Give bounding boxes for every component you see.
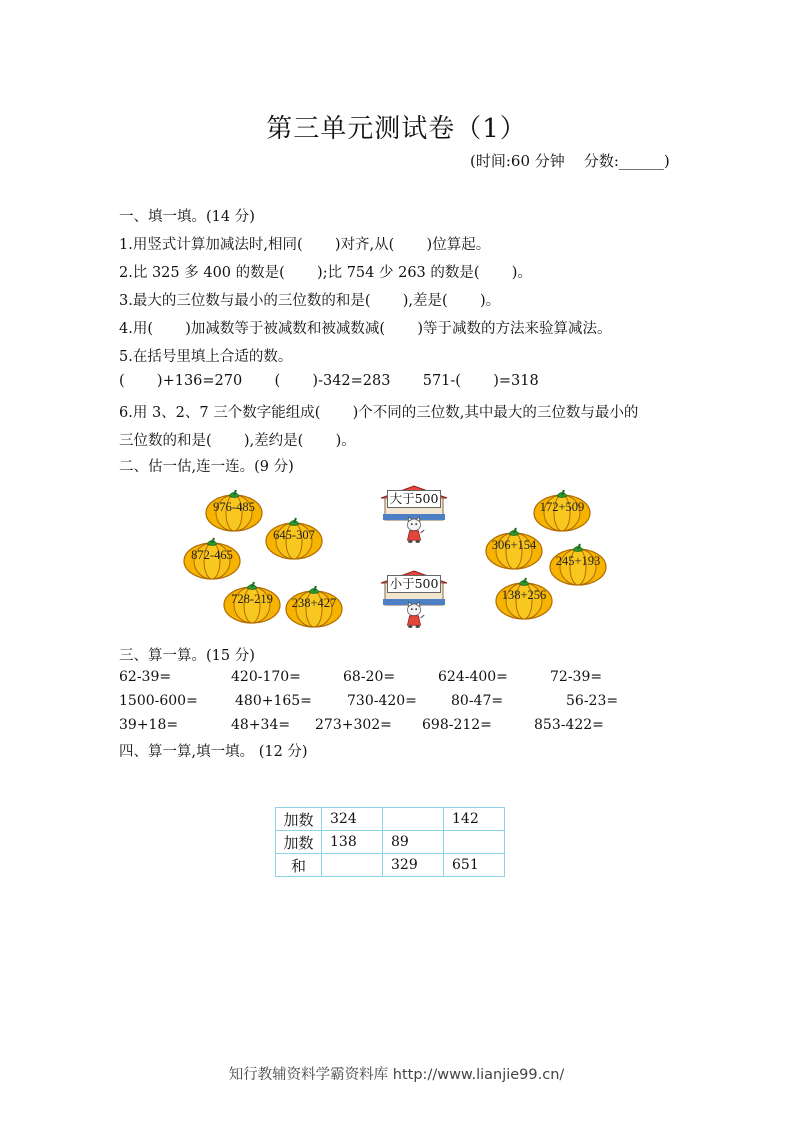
pumpkin-label: 872-465 bbox=[191, 548, 233, 562]
calc-problem: 62-39= bbox=[119, 669, 172, 685]
pumpkin-label: 645-307 bbox=[273, 528, 315, 542]
calc-problem: 420-170= bbox=[231, 669, 301, 685]
question-line: 5.在括号里填上合适的数。 bbox=[119, 349, 293, 365]
pumpkin-label: 976-485 bbox=[213, 500, 255, 514]
section2-heading: 二、估一估,连一连。(9 分) bbox=[119, 459, 294, 475]
pumpkin-icon bbox=[265, 516, 323, 560]
table-cell: 89 bbox=[383, 831, 444, 854]
pumpkin-icon bbox=[223, 580, 281, 624]
table-row bbox=[276, 831, 505, 854]
calc-problem: 72-39= bbox=[550, 669, 603, 685]
matching-illustration bbox=[185, 484, 605, 634]
question-line: 三位数的和是( ),差约是( )。 bbox=[119, 433, 356, 449]
calc-problem: 698-212= bbox=[422, 717, 492, 733]
cat-icon bbox=[403, 600, 425, 630]
calc-problem: 68-20= bbox=[343, 669, 396, 685]
table-cell bbox=[444, 831, 505, 854]
footer-watermark: 知行教辅资料学霸资料库 http://www.lianjie99.cn/ bbox=[228, 1067, 565, 1083]
pumpkin-icon bbox=[495, 576, 553, 620]
exam-meta: (时间:60 分钟 分数:______) bbox=[470, 152, 670, 170]
table-cell: 651 bbox=[444, 854, 505, 877]
section1-heading: 一、填一填。(14 分) bbox=[119, 209, 255, 225]
question-line: 2.比 325 多 400 的数是( );比 754 少 263 的数是( )。 bbox=[119, 265, 532, 281]
table-cell: 329 bbox=[383, 854, 444, 877]
pumpkin-icon bbox=[285, 584, 343, 628]
table-row bbox=[276, 854, 505, 877]
addition-table bbox=[275, 807, 505, 877]
pumpkin-icon bbox=[183, 536, 241, 580]
calc-problem: 39+18= bbox=[119, 717, 179, 733]
pumpkin-icon bbox=[549, 542, 607, 586]
calc-problem: 273+302= bbox=[315, 717, 392, 733]
question-line: ( )+136=270 ( )-342=283 571-( )=318 bbox=[119, 373, 539, 389]
question-line: 1.用竖式计算加减法时,相同( )对齐,从( )位算起。 bbox=[119, 237, 491, 253]
table-cell: 324 bbox=[322, 808, 383, 831]
calc-problem: 480+165= bbox=[235, 693, 312, 709]
calc-problem: 1500-600= bbox=[119, 693, 198, 709]
pumpkin-icon bbox=[205, 488, 263, 532]
table-cell: 142 bbox=[444, 808, 505, 831]
section4-heading: 四、算一算,填一填。 (12 分) bbox=[119, 744, 308, 760]
row-header: 和 bbox=[276, 854, 322, 877]
house-label: 小于500 bbox=[387, 575, 441, 593]
page-title: 第三单元测试卷（1） bbox=[266, 114, 527, 144]
pumpkin-label: 306+154 bbox=[491, 538, 537, 552]
row-header: 加数 bbox=[276, 808, 322, 831]
calc-problem: 624-400= bbox=[438, 669, 508, 685]
pumpkin-label: 728-219 bbox=[231, 592, 273, 606]
table-row bbox=[276, 808, 505, 831]
calc-problem: 80-47= bbox=[451, 693, 504, 709]
calc-problem: 56-23= bbox=[566, 693, 619, 709]
calc-problem: 730-420= bbox=[347, 693, 417, 709]
pumpkin-label: 138+256 bbox=[501, 588, 547, 602]
calc-problem: 48+34= bbox=[231, 717, 291, 733]
table-cell: 138 bbox=[322, 831, 383, 854]
pumpkin-label: 245+193 bbox=[555, 554, 601, 568]
table-cell bbox=[383, 808, 444, 831]
house-label: 大于500 bbox=[387, 490, 441, 508]
question-line: 6.用 3、2、7 三个数字能组成( )个不同的三位数,其中最大的三位数与最小的 bbox=[119, 405, 639, 421]
question-line: 3.最大的三位数与最小的三位数的和是( ),差是( )。 bbox=[119, 293, 501, 309]
table-cell bbox=[322, 854, 383, 877]
row-header: 加数 bbox=[276, 831, 322, 854]
pumpkin-icon bbox=[485, 526, 543, 570]
pumpkin-label: 238+427 bbox=[291, 596, 337, 610]
question-line: 4.用( )加减数等于被减数和被减数减( )等于减数的方法来验算减法。 bbox=[119, 321, 612, 337]
cat-icon bbox=[403, 515, 425, 545]
section3-heading: 三、算一算。(15 分) bbox=[119, 648, 255, 664]
calc-problem: 853-422= bbox=[534, 717, 604, 733]
pumpkin-label: 172+509 bbox=[539, 500, 585, 514]
